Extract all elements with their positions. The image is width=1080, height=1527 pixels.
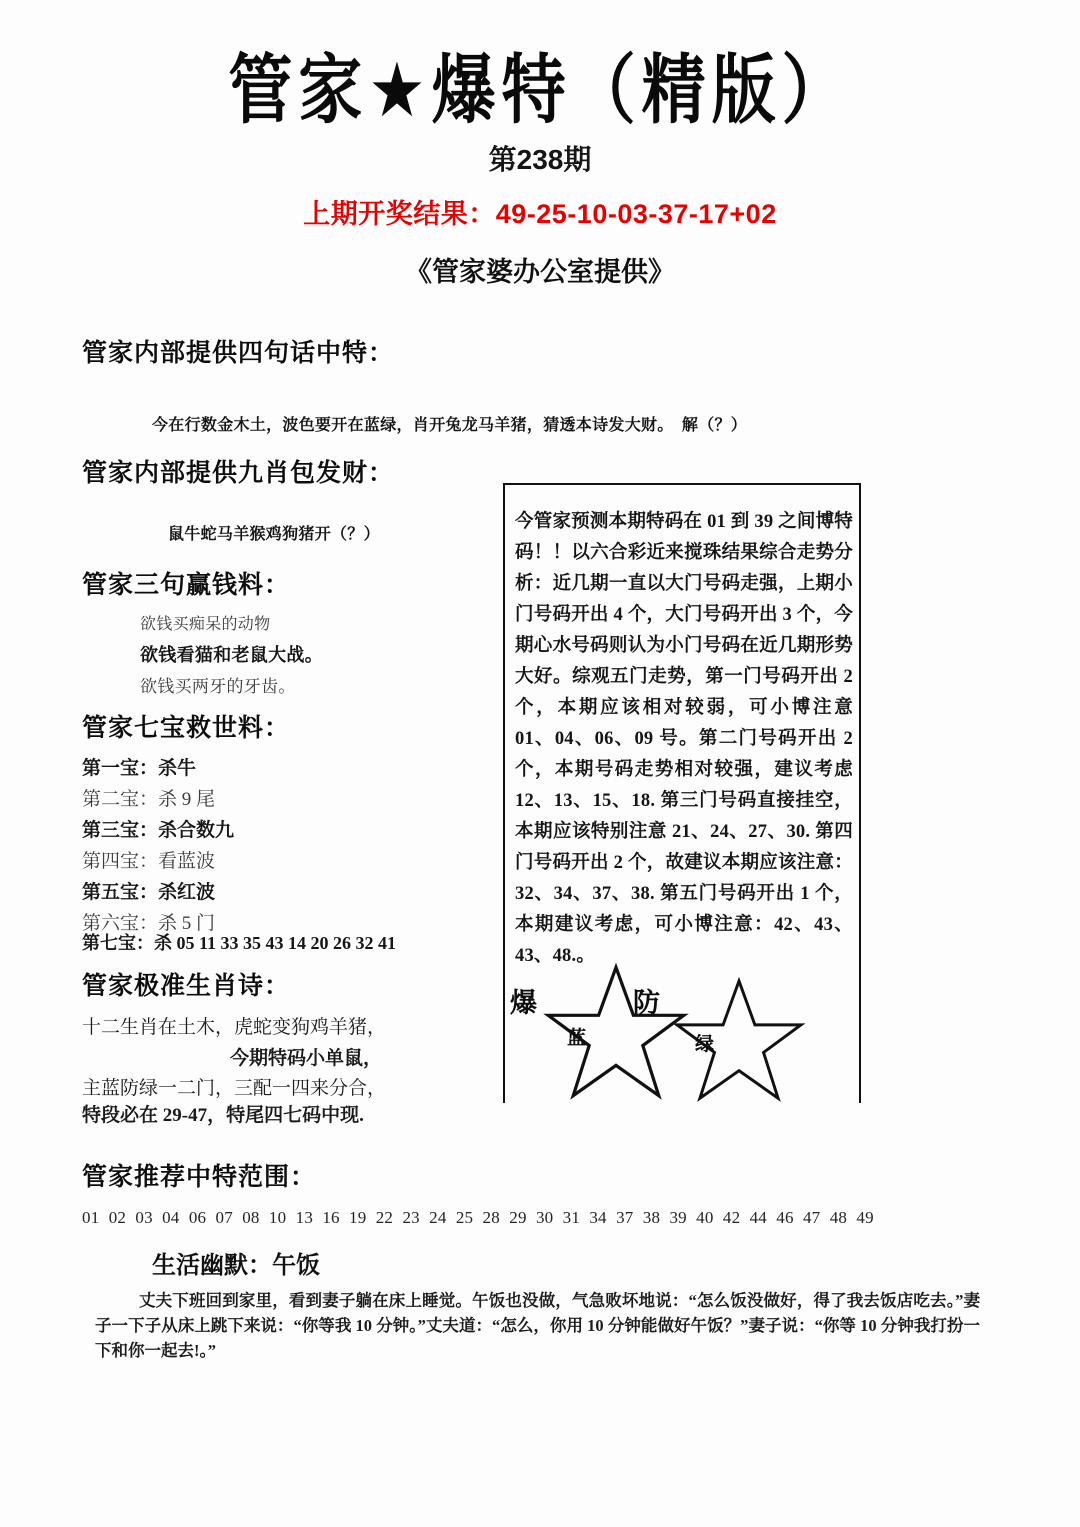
zodiac-poem-line-2: 今期特码小单鼠，	[230, 1048, 383, 1069]
treasure-value-5: 杀红波	[158, 882, 216, 903]
section-heading-recommend: 管家推荐中特范围：	[82, 1164, 317, 1191]
recommend-number: 16	[322, 1208, 340, 1227]
treasure-value-1: 杀牛	[158, 758, 197, 779]
recommend-number: 07	[215, 1208, 233, 1227]
zodiac-poem-line-1: 十二生肖在土木，虎蛇变狗鸡羊猪，	[82, 1017, 387, 1038]
section-heading-nine-zodiac: 管家内部提供九肖包发财：	[82, 460, 395, 487]
treasure-value-4: 看蓝波	[158, 851, 216, 872]
analysis-text: 今管家预测本期特码在 01 到 39 之间博特码！！以六合彩近来搅珠结果综合走势分析：近几期一直以大门号码走强，上期小门号码开出 4 个，大门号码开出 3 个，今期心水号码则认为小门号码在近几期形势大好。综观五门走势，第一门号码开出 2 个，本期应该相对较弱，可小博注意 01、04、06、09 号。第二门号码开出 2 个，本期号码走势相对较强，建议考虑 12、13、15、18. 第三门号码直接挂空，本期应该特别注意 21、24、27、30. 第四门号码开出 2 个，故建议本期应该注意：32、34、37、38. 第五门号码开出 1 个，本期建议考虑，可小博注意：42、43、43、48.。	[515, 512, 853, 966]
treasure-value-2: 杀 9 尾	[158, 789, 216, 810]
recommend-number: 04	[162, 1208, 180, 1227]
humor-body: 丈夫下班回到家里，看到妻子躺在床上睡觉。午饭也没做，气急败坏地说：“怎么饭没做好，得了我去饭店吃去。”妻子一下子从床上跳下来说：“你等我 10 分钟。”丈夫道：“怎么，你用 10 分钟能做好午饭？”妻子说：“你等 10 分钟我打扮一下和你一起去!。”	[95, 1291, 981, 1360]
recommend-number: 25	[455, 1208, 474, 1227]
star-inner-label-blue: 蓝	[567, 1028, 587, 1049]
recommend-number: 10	[268, 1208, 287, 1227]
recommend-number: 06	[188, 1208, 207, 1227]
recommend-number: 49	[856, 1208, 874, 1227]
analysis-box	[503, 483, 861, 1103]
recommend-number: 08	[242, 1208, 260, 1227]
treasure-row-3	[82, 815, 234, 842]
recommend-number: 38	[642, 1208, 661, 1227]
section-heading-zodiac-poem: 管家极准生肖诗：	[82, 973, 291, 1000]
treasure-label-5: 第五宝：	[82, 882, 159, 903]
treasure-label-7: 第七宝：	[82, 933, 154, 953]
recommend-number: 24	[429, 1208, 447, 1227]
star-label-fang: 防	[633, 988, 660, 1018]
recommend-number: 48	[829, 1208, 848, 1227]
treasure-row-2	[82, 784, 215, 811]
previous-draw-result: 上期开奖结果：49-25-10-03-37-17+02	[303, 199, 777, 229]
recommend-number: 29	[509, 1208, 527, 1227]
section-heading-three-lines: 管家三句赢钱料：	[82, 572, 291, 599]
three-lines-item-1: 欲钱买痴呆的动物	[140, 616, 271, 633]
zodiac-poem-line-4: 特段必在 29-47，特尾四七码中现.	[82, 1105, 364, 1126]
star-green-wrap	[633, 977, 835, 1105]
treasure-value-7: 杀 05 11 33 35 43 14 20 26 32 41	[154, 933, 397, 953]
recommend-number: 02	[108, 1208, 127, 1227]
recommend-number: 47	[802, 1208, 821, 1227]
recommend-number: 31	[562, 1208, 581, 1227]
recommend-number-strip	[82, 1208, 962, 1228]
recommend-number: 46	[776, 1208, 794, 1227]
humor-heading: 生活幽默：午饭	[152, 1253, 320, 1279]
treasure-label-1: 第一宝：	[82, 758, 159, 779]
star-icon-green	[643, 977, 835, 1105]
treasure-value-3: 杀合数九	[158, 820, 235, 841]
recommend-number: 28	[482, 1208, 500, 1227]
treasure-label-6: 第六宝：	[82, 913, 159, 934]
treasure-label-3: 第三宝：	[82, 820, 159, 841]
treasure-row-4	[82, 846, 215, 873]
recommend-number: 42	[722, 1208, 741, 1227]
recommend-number: 39	[669, 1208, 687, 1227]
recommend-number: 23	[402, 1208, 420, 1227]
page-title: 管家★爆特（精版）	[228, 47, 852, 136]
star-inner-label-green: 绿	[695, 1034, 715, 1055]
section-heading-four-lines: 管家内部提供四句话中特：	[82, 340, 395, 367]
three-lines-item-2: 欲钱看猫和老鼠大战。	[140, 645, 323, 665]
treasure-row-5	[82, 877, 215, 904]
treasure-row-7	[82, 929, 396, 955]
star-graphics-area	[505, 955, 859, 1105]
four-lines-content: 今在行数金木土，波色要开在蓝绿，肖开兔龙马羊猪，猜透本诗发大财。 解（？）	[152, 417, 748, 434]
recommend-number: 13	[295, 1208, 314, 1227]
recommend-number: 30	[535, 1208, 554, 1227]
treasure-value-6: 杀 5 门	[158, 913, 216, 934]
recommend-number: 03	[135, 1208, 153, 1227]
recommend-number: 22	[375, 1208, 394, 1227]
star-label-bao: 爆	[510, 988, 537, 1018]
recommend-number: 19	[349, 1208, 367, 1227]
nine-zodiac-content: 鼠牛蛇马羊猴鸡狗猪开（？）	[168, 526, 380, 543]
zodiac-poem-line-3: 主蓝防绿一二门，三配一四来分合，	[82, 1078, 387, 1099]
recommend-number: 40	[696, 1208, 714, 1227]
issue-number: 第238期	[488, 144, 592, 175]
recommend-number: 01	[82, 1208, 100, 1227]
three-lines-item-3: 欲钱买两牙的牙齿。	[140, 677, 296, 696]
recommend-number: 37	[616, 1208, 634, 1227]
treasure-label-2: 第二宝：	[82, 789, 159, 810]
treasure-label-4: 第四宝：	[82, 851, 159, 872]
provider-line: 《管家婆办公室提供》	[405, 257, 675, 287]
section-heading-seven-treasures: 管家七宝救世料：	[82, 715, 291, 742]
recommend-number: 44	[749, 1208, 767, 1227]
recommend-number: 34	[589, 1208, 607, 1227]
treasure-row-1	[82, 753, 196, 780]
